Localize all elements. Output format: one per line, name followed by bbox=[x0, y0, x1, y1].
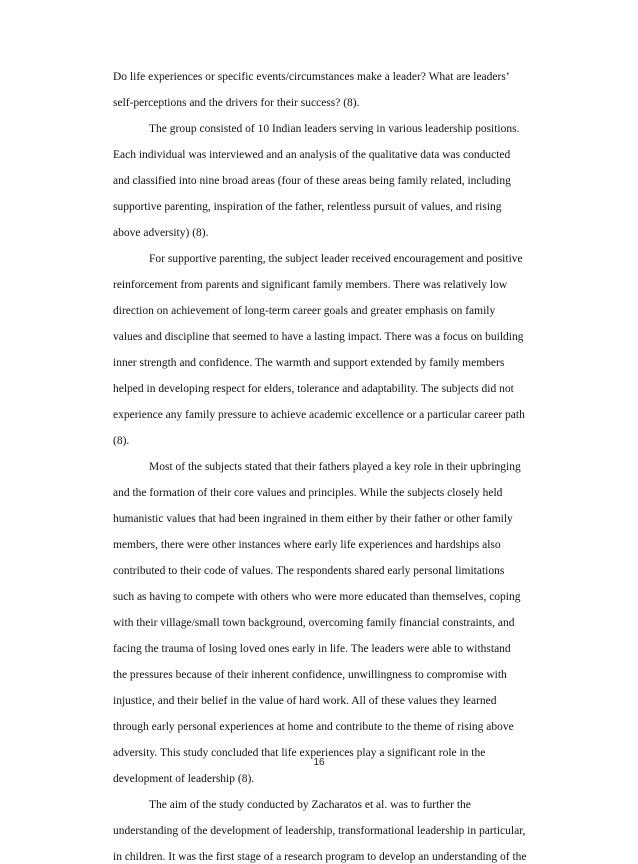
text-line: (8). bbox=[113, 435, 130, 447]
text-line: self-perceptions and the drivers for their success? (8). bbox=[113, 97, 360, 109]
text-line: Each individual was interviewed and an analysis of the qualitative data was conducted bbox=[113, 149, 511, 161]
text-line: understanding of the development of leadership, transformational leadership in particular, bbox=[113, 825, 526, 837]
text-line: adversity. This study concluded that life experiences play a significant role in the bbox=[113, 747, 486, 759]
text-line: The group consisted of 10 Indian leaders serving in various leadership positions. bbox=[149, 123, 520, 135]
text-line: For supportive parenting, the subject leader received encouragement and positive bbox=[149, 253, 523, 265]
text-line: reinforcement from parents and significant family members. There was relatively low bbox=[113, 279, 508, 291]
text-line: and the formation of their core values and principles. While the subjects closely held bbox=[113, 487, 503, 499]
text-line: such as having to compete with others who were more educated than themselves, coping bbox=[113, 591, 521, 603]
text-line: with their village/small town background, overcoming family financial constraints, and bbox=[113, 617, 515, 629]
text-line: development of leadership (8). bbox=[113, 773, 255, 785]
text-line: values and discipline that seemed to have a lasting impact. There was a focus on building bbox=[113, 331, 524, 343]
text-line: above adversity) (8). bbox=[113, 227, 209, 239]
text-line: the pressures because of their inherent confidence, unwillingness to compromise with bbox=[113, 669, 507, 681]
text-line: Do life experiences or specific events/circumstances make a leader? What are leaders’ bbox=[113, 71, 510, 83]
text-line: experience any family pressure to achieve academic excellence or a particular career path bbox=[113, 409, 525, 421]
text-line: helped in developing respect for elders, tolerance and adaptability. The subjects did not bbox=[113, 383, 514, 395]
text-line: in children. It was the first stage of a research program to develop an understanding of the bbox=[113, 851, 527, 863]
text-line: Most of the subjects stated that their fathers played a key role in their upbringing bbox=[149, 461, 521, 473]
text-line: facing the trauma of losing loved ones early in life. The leaders were able to withstand bbox=[113, 643, 511, 655]
text-line: and classified into nine broad areas (four of these areas being family related, including bbox=[113, 175, 511, 187]
text-line: injustice, and their belief in the value of hard work. All of these values they learned bbox=[113, 695, 497, 707]
text-line: members, there were other instances where early life experiences and hardships also bbox=[113, 539, 501, 551]
page-number: 16 bbox=[313, 757, 325, 768]
text-line: supportive parenting, inspiration of the father, relentless pursuit of values, and rising bbox=[113, 201, 502, 213]
text-line: contributed to their code of values. The respondents shared early personal limitations bbox=[113, 565, 505, 577]
text-line: The aim of the study conducted by Zacharatos et al. was to further the bbox=[149, 799, 471, 811]
text-line: humanistic values that had been ingrained in them either by their father or other family bbox=[113, 513, 513, 525]
text-line: direction on achievement of long-term career goals and greater emphasis on family bbox=[113, 305, 496, 317]
text-line: through early personal experiences at home and contribute to the theme of rising above bbox=[113, 721, 514, 733]
text-line: inner strength and confidence. The warmth and support extended by family members bbox=[113, 357, 505, 369]
